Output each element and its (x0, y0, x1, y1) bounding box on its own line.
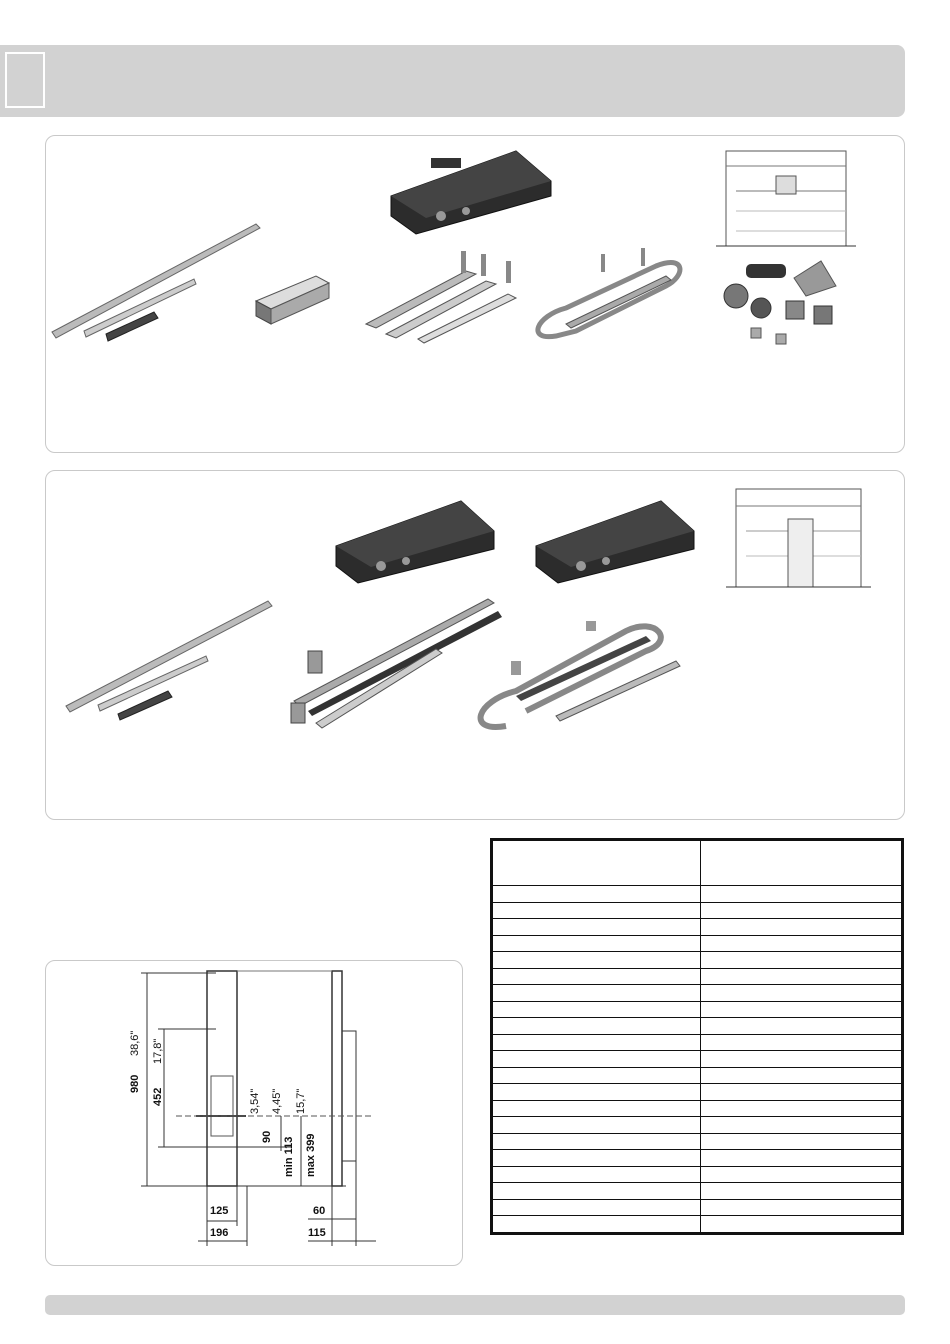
table-cell (492, 1001, 701, 1018)
table-cell (701, 902, 903, 919)
table-cell (492, 1034, 701, 1051)
motor-unit-image (536, 501, 694, 583)
straight-arm-kit-image (291, 599, 502, 728)
table-cell (701, 1067, 903, 1084)
table-cell (701, 1150, 903, 1167)
rail-image (52, 224, 260, 341)
table-cell (701, 1034, 903, 1051)
spec-table (490, 838, 904, 1235)
table-cell (701, 1117, 903, 1134)
table-cell (492, 968, 701, 985)
table-cell (492, 1067, 701, 1084)
dim-3-54-inch: 3,54" (249, 1088, 261, 1114)
table-row (492, 902, 903, 919)
dim-max-399: max 399 (305, 1133, 317, 1177)
table-row (492, 1084, 903, 1101)
table-cell (701, 952, 903, 969)
dim-17-8-inch: 17,8" (152, 1038, 164, 1064)
header-marker (5, 52, 45, 108)
motor-unit-image (336, 501, 494, 583)
table-cell (701, 886, 903, 903)
table-row (492, 985, 903, 1002)
table-cell (701, 1001, 903, 1018)
kit-panel-single (45, 135, 905, 453)
accessories-image (724, 261, 836, 344)
table-row (492, 886, 903, 903)
table-cell (701, 1199, 903, 1216)
table-row (492, 952, 903, 969)
table-cell (701, 919, 903, 936)
dimension-drawing (46, 961, 464, 1267)
header-bar (0, 45, 905, 117)
table-row (492, 1133, 903, 1150)
dim-125: 125 (210, 1205, 229, 1217)
table-cell (492, 1150, 701, 1167)
kit-panel-double (45, 470, 905, 820)
table-row (492, 968, 903, 985)
table-cell (492, 886, 701, 903)
table-row (492, 1067, 903, 1084)
dim-4-45-inch: 4,45" (271, 1088, 283, 1114)
table-cell (492, 1100, 701, 1117)
dim-980: 980 (129, 1074, 141, 1093)
table-row (492, 1183, 903, 1200)
curved-arm-kit-image (538, 248, 680, 337)
table-cell (492, 935, 701, 952)
table-cell (492, 1051, 701, 1068)
dim-196: 196 (210, 1227, 229, 1239)
table-cell (701, 1051, 903, 1068)
table-cell (492, 1216, 701, 1234)
table-cell (492, 1117, 701, 1134)
gate-drawing (726, 489, 871, 587)
table-row (492, 1150, 903, 1167)
table-cell (701, 1166, 903, 1183)
table-row (492, 1051, 903, 1068)
motor-unit-image (391, 151, 551, 234)
table-cell (492, 952, 701, 969)
table-cell (701, 1018, 903, 1035)
table-cell (492, 1018, 701, 1035)
table-cell (492, 1199, 701, 1216)
curved-arm-kit-image (481, 621, 680, 727)
square-tube-image (256, 276, 329, 324)
table-cell (492, 985, 701, 1002)
table-row (492, 1018, 903, 1035)
table-row (492, 1117, 903, 1134)
dim-15-7-inch: 15,7" (295, 1088, 307, 1114)
dim-60: 60 (313, 1205, 326, 1217)
gate-drawing (716, 151, 856, 246)
table-cell (701, 968, 903, 985)
table-cell (492, 1133, 701, 1150)
table-cell (701, 1100, 903, 1117)
table-cell (492, 919, 701, 936)
table-cell (492, 1166, 701, 1183)
table-row (492, 1199, 903, 1216)
table-row (492, 1166, 903, 1183)
straight-arm-kit-image (366, 251, 516, 343)
table-header-row (492, 840, 903, 886)
dimension-drawing-panel (45, 960, 463, 1266)
table-cell (701, 1183, 903, 1200)
table-cell (492, 1183, 701, 1200)
table-cell (701, 935, 903, 952)
rail-image (66, 601, 272, 720)
table-cell (492, 1084, 701, 1101)
table-cell (701, 1216, 903, 1234)
footer-bar (45, 1295, 905, 1315)
table-row (492, 1034, 903, 1051)
table-header-cell (701, 840, 903, 886)
table-cell (701, 1133, 903, 1150)
dim-38-6-inch: 38,6" (129, 1030, 141, 1056)
table-row (492, 1100, 903, 1117)
table-row (492, 1001, 903, 1018)
table-cell (492, 902, 701, 919)
dim-min-113: min 113 (283, 1136, 295, 1177)
dim-90: 90 (261, 1130, 273, 1143)
dim-115: 115 (308, 1227, 326, 1239)
table-header-cell (492, 840, 701, 886)
table-cell (701, 985, 903, 1002)
table-cell (701, 1084, 903, 1101)
table-row (492, 1216, 903, 1234)
table-row (492, 919, 903, 936)
dim-452: 452 (152, 1087, 164, 1106)
table-row (492, 935, 903, 952)
